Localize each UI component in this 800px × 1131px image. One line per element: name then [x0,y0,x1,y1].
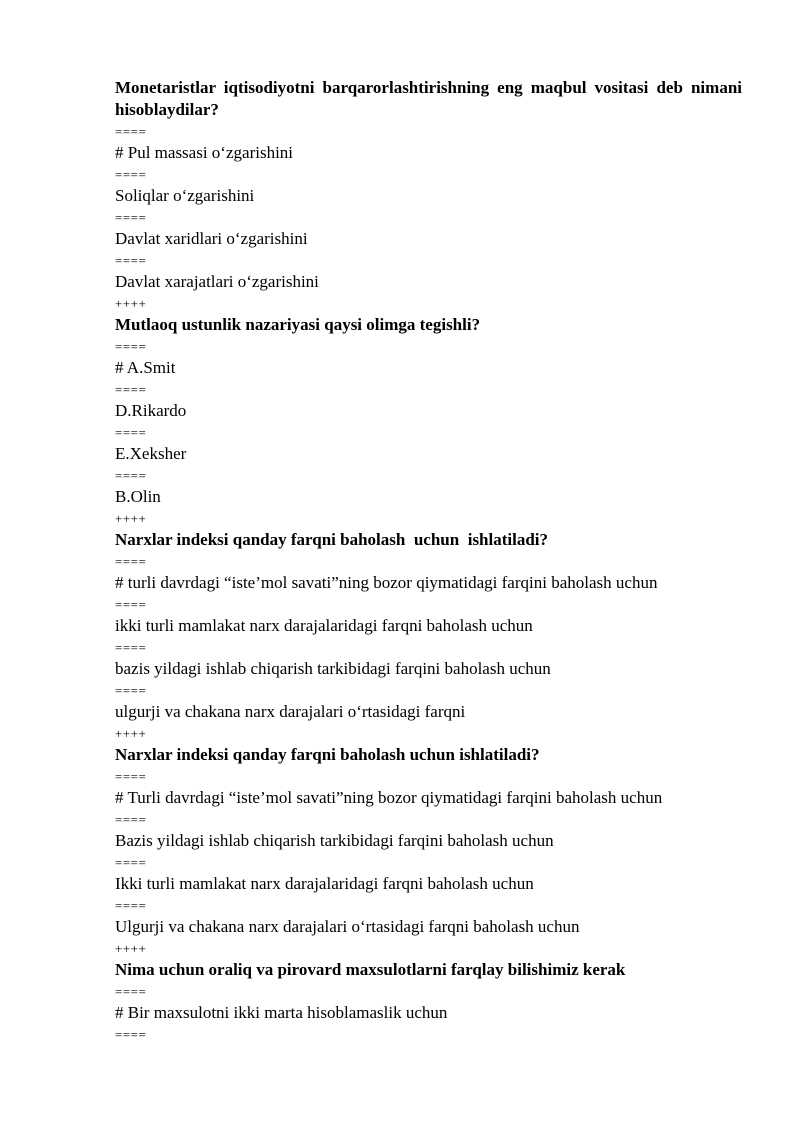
option-separator: ==== [115,812,147,827]
question-title: Narxlar indeksi qanday farqni baholash uchun ishlatiladi? [115,530,549,549]
answer-option-correct: # turli davrdagi “iste’mol savati”ning bozor qiymatidagi farqini baholash uchun [115,573,658,592]
question-separator: ++++ [115,726,147,741]
question-separator: ++++ [115,296,147,311]
answer-option: Bazis yildagi ishlab chiqarish tarkibidagi farqini baholash uchun [115,831,554,850]
option-separator: ==== [115,339,147,354]
answer-option: ulgurji va chakana narx darajalari o‘rtasidagi farqni [115,702,466,721]
answer-option: E.Xeksher [115,444,187,463]
answer-option: ikki turli mamlakat narx darajalaridagi farqni baholash uchun [115,616,533,635]
option-separator: ==== [115,210,147,225]
answer-option-correct: # Pul massasi o‘zgarishini [115,143,294,162]
option-separator: ==== [115,253,147,268]
answer-option: D.Rikardo [115,401,187,420]
option-separator: ==== [115,769,147,784]
option-separator: ==== [115,855,147,870]
answer-option: Davlat xaridlari o‘zgarishini [115,229,308,248]
answer-option: Soliqlar o‘zgarishini [115,186,255,205]
option-separator: ==== [115,984,147,999]
test-document [115,77,742,1045]
option-separator: ==== [115,425,147,440]
answer-option: Ikki turli mamlakat narx darajalaridagi farqni baholash uchun [115,874,534,893]
option-separator: ==== [115,554,147,569]
option-separator: ==== [115,597,147,612]
answer-option-correct: # Bir maxsulotni ikki marta hisoblamaslik uchun [115,1003,448,1022]
option-separator: ==== [115,640,147,655]
option-separator: ==== [115,1027,147,1042]
question-title: Mutlaoq ustunlik nazariyasi qaysi olimga tegishli? [115,315,481,334]
option-separator: ==== [115,167,147,182]
question-title: Narxlar indeksi qanday farqni baholash uchun ishlatiladi? [115,745,540,764]
option-separator: ==== [115,898,147,913]
option-separator: ==== [115,382,147,397]
answer-option: B.Olin [115,487,161,506]
option-separator: ==== [115,468,147,483]
question-separator: ++++ [115,511,147,526]
answer-option-correct: # Turli davrdagi “iste’mol savati”ning bozor qiymatidagi farqini baholash uchun [115,788,663,807]
question-separator: ++++ [115,941,147,956]
question-title: Monetaristlar iqtisodiyotni barqarorlashtirishning eng maqbul vositasi deb nimani hisoblaydilar? [115,78,742,119]
question-title: Nima uchun oraliq va pirovard maxsulotlarni farqlay bilishimiz kerak [115,960,626,979]
answer-option-correct: # A.Smit [115,358,176,377]
answer-option: Ulgurji va chakana narx darajalari o‘rtasidagi farqni baholash uchun [115,917,580,936]
answer-option: Davlat xarajatlari o‘zgarishini [115,272,319,291]
option-separator: ==== [115,683,147,698]
option-separator: ==== [115,124,147,139]
answer-option: bazis yildagi ishlab chiqarish tarkibidagi farqini baholash uchun [115,659,551,678]
